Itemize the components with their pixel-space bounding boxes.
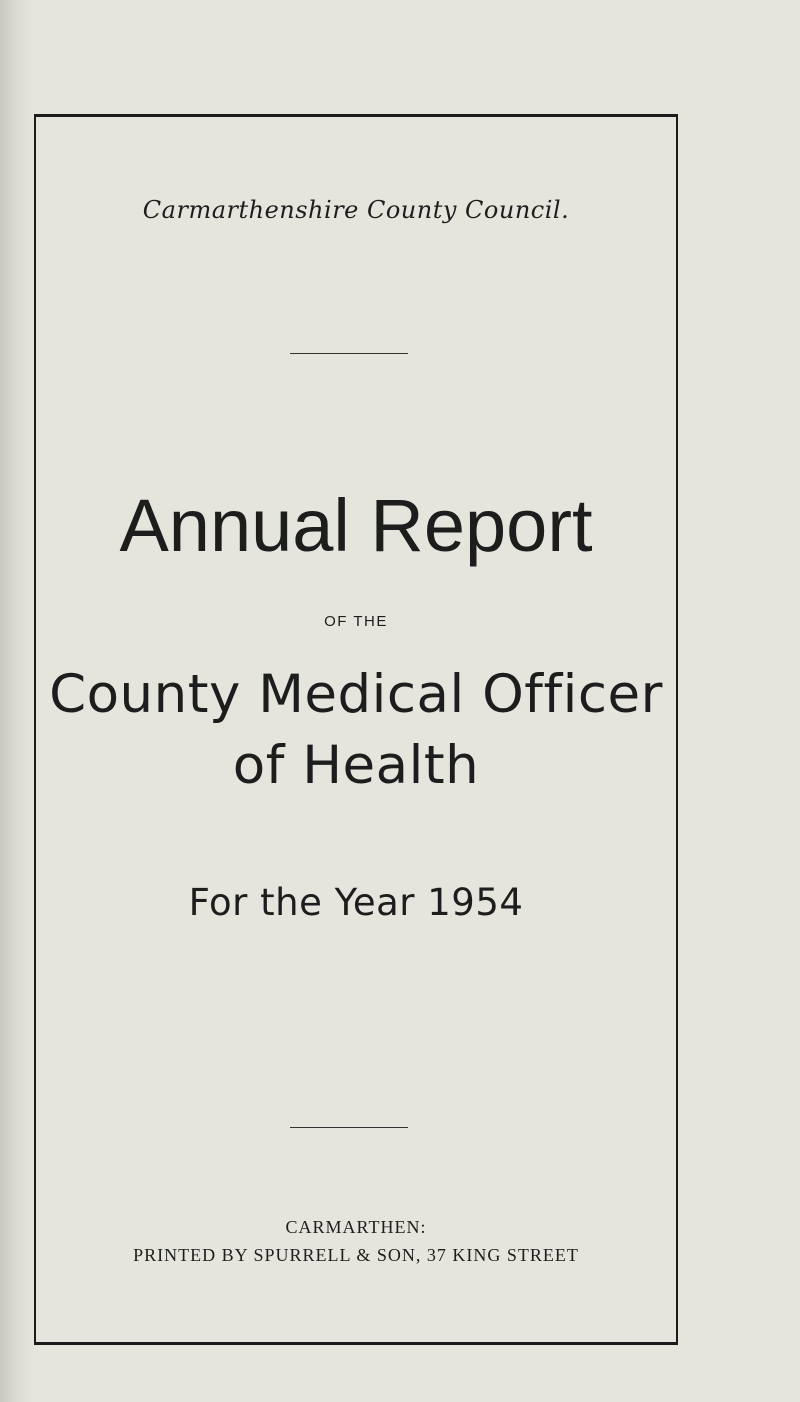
subtitle-line-2: of Health — [232, 735, 480, 796]
top-rule — [290, 353, 408, 354]
page-frame — [34, 114, 678, 1345]
scan-edge — [0, 0, 34, 1402]
imprint-place: CARMARTHEN: — [285, 1217, 427, 1237]
bottom-rule — [290, 1127, 408, 1128]
council-name: Carmarthenshire County Council. — [142, 196, 570, 224]
report-year: For the Year 1954 — [188, 881, 524, 924]
subtitle-line-1: County Medical Officer — [49, 664, 663, 725]
report-title: Annual Report — [119, 484, 593, 567]
imprint-printer: PRINTED BY SPURRELL & SON, 37 KING STREET — [133, 1245, 579, 1265]
title-connector: OF THE — [324, 613, 388, 630]
